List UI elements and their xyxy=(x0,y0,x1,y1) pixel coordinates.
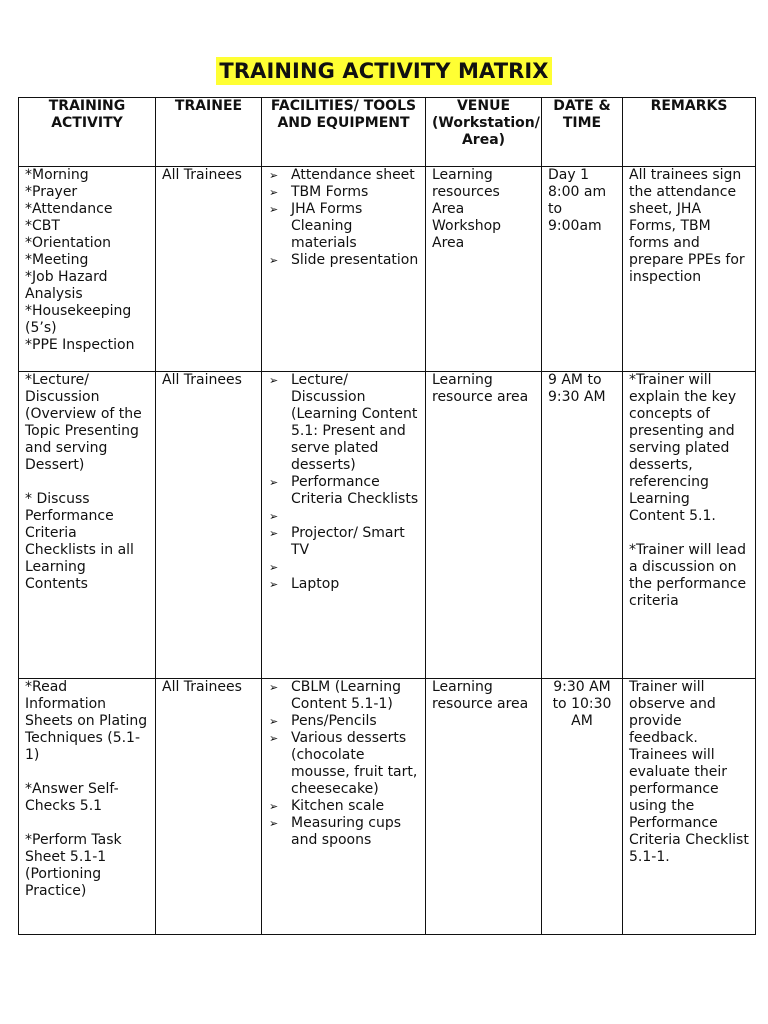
trainee-cell: All Trainees xyxy=(156,679,262,935)
trainee-cell: All Trainees xyxy=(156,167,262,372)
facility-item: ➢ Laptop xyxy=(268,576,419,593)
activity-cell: *Lecture/ Discussion (Overview of the Topic Presenting and serving Dessert) * Discuss Performance Criteria Checklists in all Learning Contents xyxy=(19,372,156,679)
facilities-cell xyxy=(262,372,426,679)
venue-cell: Learning resources Area Workshop Area xyxy=(426,167,542,372)
date-time-cell: 9:30 AM to 10:30 AM xyxy=(542,679,623,935)
date-time-cell: 9 AM to 9:30 AM xyxy=(542,372,623,679)
remarks-cell: *Trainer will explain the key concepts of presenting and serving plated desserts, referencing Learning Content 5.1. *Trainer will lead a discussion on the performance criteria xyxy=(623,372,756,679)
facilities-cell xyxy=(262,167,426,372)
page-title: TRAINING ACTIVITY MATRIX xyxy=(216,57,551,85)
facility-item: ➢ Performance Criteria Checklists xyxy=(268,474,419,508)
facility-item: ➢ Various desserts (chocolate mousse, fruit tart, cheesecake) xyxy=(268,730,419,798)
facility-spacer xyxy=(268,559,419,576)
facility-item: ➢ Measuring cups and spoons xyxy=(268,815,419,849)
training-activity-table xyxy=(18,97,756,935)
facility-item: ➢ TBM Forms xyxy=(268,184,419,201)
header-training-activity: TRAINING ACTIVITY xyxy=(19,98,156,167)
remarks-cell: Trainer will observe and provide feedback. Trainees will evaluate their performance using the Performance Criteria Checklist 5.1-1. xyxy=(623,679,756,935)
facility-item: ➢ JHA Forms xyxy=(268,201,419,218)
activity-cell: *Morning *Prayer *Attendance *CBT *Orientation *Meeting *Job Hazard Analysis *Housekeeping (5’s) *PPE Inspection xyxy=(19,167,156,372)
header-trainee: TRAINEE xyxy=(156,98,262,167)
header-date-time: DATE & TIME xyxy=(542,98,623,167)
trainee-cell: All Trainees xyxy=(156,372,262,679)
remarks-cell: All trainees sign the attendance sheet, JHA Forms, TBM forms and prepare PPEs for inspection xyxy=(623,167,756,372)
facilities-list xyxy=(268,372,419,593)
facility-item: ➢ Lecture/ Discussion (Learning Content 5.1: Present and serve plated desserts) xyxy=(268,372,419,474)
header-remarks: REMARKS xyxy=(623,98,756,167)
facilities-cell xyxy=(262,679,426,935)
facility-item: ➢ Kitchen scale xyxy=(268,798,419,815)
facilities-list xyxy=(268,679,419,849)
date-time-cell: Day 1 8:00 am to 9:00am xyxy=(542,167,623,372)
facilities-list xyxy=(268,167,419,269)
header-venue: VENUE (Workstation/ Area) xyxy=(426,98,542,167)
table-row xyxy=(19,372,756,679)
facility-item: ➢ Pens/Pencils xyxy=(268,713,419,730)
activity-cell: *Read Information Sheets on Plating Techniques (5.1-1) *Answer Self-Checks 5.1 *Perform Task Sheet 5.1-1 (Portioning Practice) xyxy=(19,679,156,935)
facility-item: ➢ Projector/ Smart TV xyxy=(268,525,419,559)
title-wrapper xyxy=(0,57,768,85)
table-row xyxy=(19,167,756,372)
facility-spacer xyxy=(268,508,419,525)
facility-item: ➢ Slide presentation xyxy=(268,252,419,269)
venue-cell: Learning resource area xyxy=(426,372,542,679)
facility-item: ➢ Attendance sheet xyxy=(268,167,419,184)
header-facilities: FACILITIES/ TOOLS AND EQUIPMENT xyxy=(262,98,426,167)
venue-cell: Learning resource area xyxy=(426,679,542,935)
facility-item: Cleaning materials xyxy=(291,218,357,251)
table-header-row xyxy=(19,98,756,167)
facility-item: ➢ CBLM (Learning Content 5.1-1) xyxy=(268,679,419,713)
table-row xyxy=(19,679,756,935)
